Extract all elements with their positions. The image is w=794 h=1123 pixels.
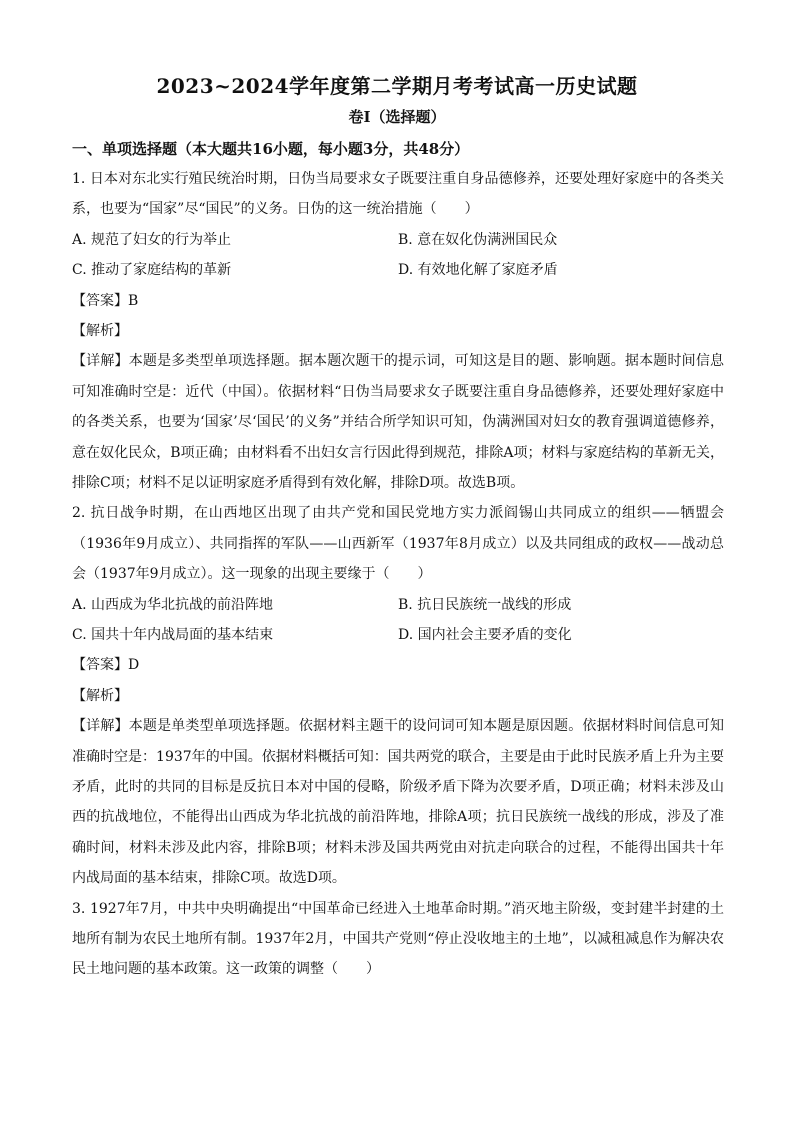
question-1-option-d: D. 有效地化解了家庭矛盾	[398, 262, 558, 279]
page-subtitle: 卷Ⅰ（选择题）	[348, 108, 446, 126]
question-1-option-a: A. 规范了妇女的行为举止	[72, 231, 232, 248]
question-2-answer: 【答案】D	[72, 657, 140, 674]
question-2-detail: 【详解】本题是单类型单项选择题。依据材料主题干的设问词可知本题是原因题。依据材料时间信息可知准确时空是：1937年的中国。依据材料概括可知：国共两党的联合，主要是由于此时民族矛盾上升为主要矛盾，此时的共同的目标是反抗日本对中国的侵略，阶级矛盾下降为次要矛盾，D项正确；材料未涉及山西的抗战地位，不能得出山西成为华北抗战的前沿阵地，排除A项；抗日民族统一战线的形成，涉及了准确时间，材料未涉及此内容，排除B项；材料未涉及国共两党由对抗走向联合的过程，不能得出国共十年内战局面的基本结束，排除C项。故选D项。	[72, 718, 724, 887]
question-1-option-b: B. 意在奴化伪满洲国民众	[398, 231, 558, 248]
question-1-option-c: C. 推动了家庭结构的革新	[72, 262, 232, 279]
question-2-option-c: C. 国共十年内战局面的基本结束	[72, 627, 274, 644]
question-2-option-b: B. 抗日民族统一战线的形成	[398, 596, 572, 613]
question-2-analysis-label: 【解析】	[72, 687, 128, 704]
section-heading: 一、单项选择题（本大题共16小题，每小题3分，共48分）	[72, 140, 470, 158]
question-2-option-a: A. 山西成为华北抗战的前沿阵地	[72, 596, 274, 613]
question-2-option-d: D. 国内社会主要矛盾的变化	[398, 627, 572, 644]
exam-content	[72, 134, 724, 985]
question-3-stem: 3. 1927年7月，中共中央明确提出“中国革命已经进入土地革命时期。”消灭地主阶级，变封建半封建的土地所有制为农民土地所有制。1937年2月，中国共产党则“停止没收地主的土地”，以减租减息作为解决农民土地问题的基本政策。这一政策的调整（ ）	[72, 900, 724, 978]
question-1-analysis-label: 【解析】	[72, 322, 128, 339]
page-title: 2023~2024学年度第二学期月考考试高一历史试题	[156, 74, 638, 98]
question-1-stem: 1. 日本对东北实行殖民统治时期，日伪当局要求女子既要注重自身品德修养，还要处理好家庭中的各类关系，也要为“国家”尽“国民”的义务。日伪的这一统治措施（ ）	[72, 171, 724, 218]
question-1-detail: 【详解】本题是多类型单项选择题。据本题次题干的提示词，可知这是目的题、影响题。据本题时间信息可知准确时空是：近代（中国）。依据材料“日伪当局要求女子既要注重自身品德修养，还要处理好家庭中的各类关系，也要为‘国家’尽‘国民’的义务”并结合所学知识可知，伪满洲国对妇女的教育强调道德修养，意在奴化民众，B项正确；由材料看不出妇女言行因此得到规范，排除A项；材料与家庭结构的革新无关，排除C项；材料不足以证明家庭矛盾得到有效化解，排除D项。故选B项。	[72, 353, 724, 491]
question-2-stem: 2. 抗日战争时期，在山西地区出现了由共产党和国民党地方实力派阎锡山共同成立的组织——牺盟会（1936年9月成立）、共同指挥的军队——山西新军（1937年8月成立）以及共同组成的政权——战动总会（1937年9月成立）。这一现象的出现主要缘于（ ）	[72, 505, 724, 583]
question-1-answer: 【答案】B	[72, 292, 139, 309]
question-1-options	[72, 225, 724, 286]
question-2-options	[72, 590, 724, 651]
